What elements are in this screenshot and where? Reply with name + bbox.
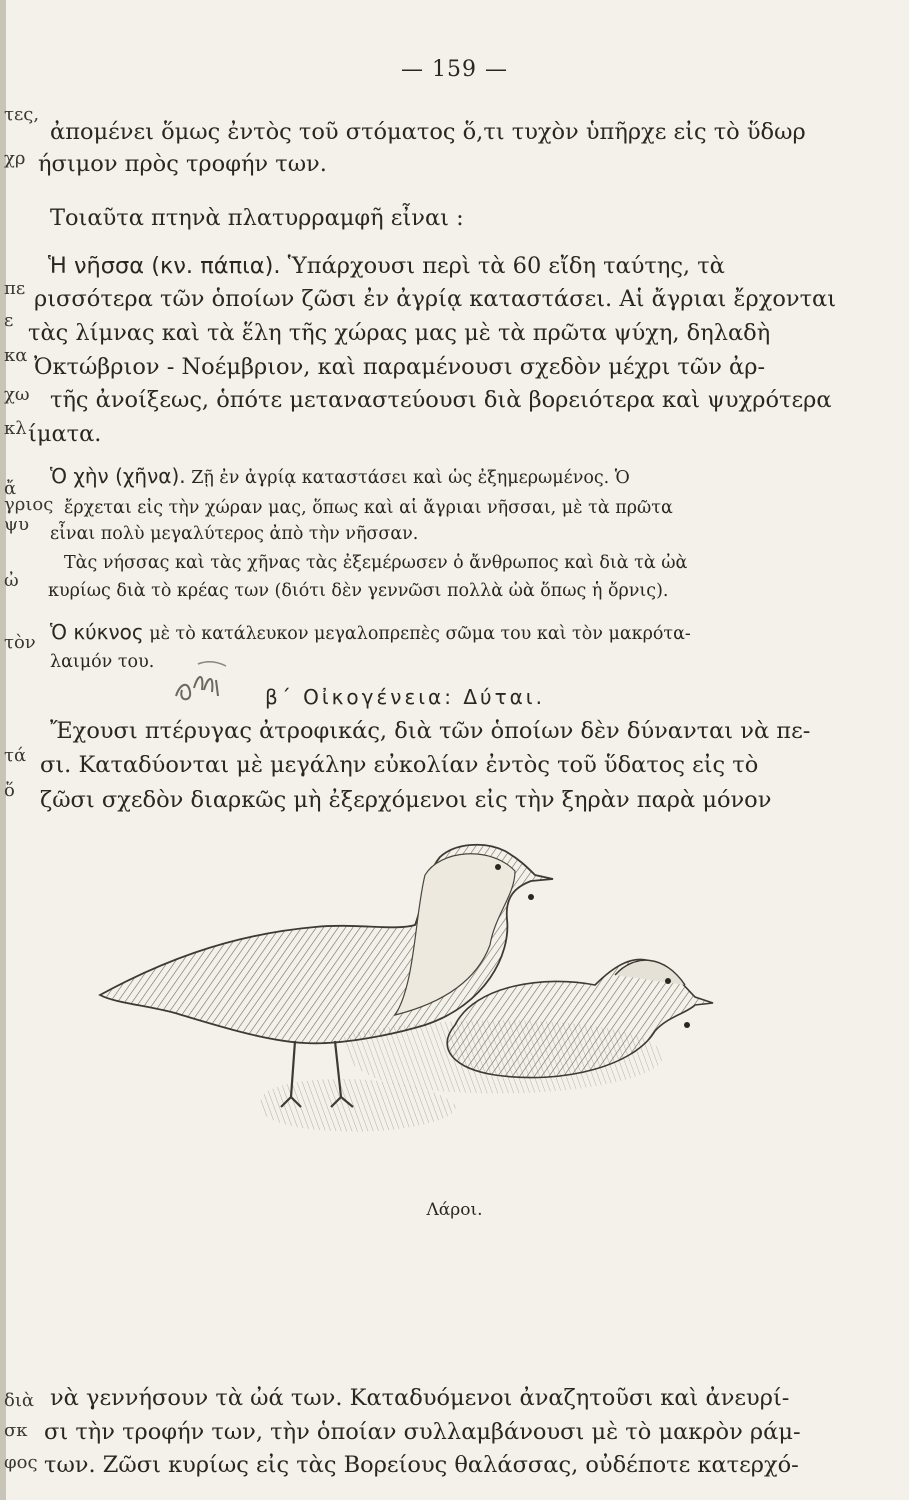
text-line: των. Ζῶσι κυρίως εἰς τὰς Βορείους θαλάσσας, οὐδέποτε κατερχό- xyxy=(44,1452,799,1478)
text-span: μὲ τὸ κατάλευκον μεγαλοπρεπὲς σῶμα του καὶ τὸν μακρότα- xyxy=(149,624,691,644)
margin-fragment: ψυ xyxy=(4,514,30,535)
text-line: εἶναι πολὺ μεγαλύτερος ἀπὸ τὴν νῆσσαν. xyxy=(50,524,419,544)
text-line: ήσιμον πρὸς τροφήν των. xyxy=(38,151,327,177)
text-span: Ζῇ ἐν ἀγρίᾳ καταστάσει καὶ ὡς ἐξημερωμένος. Ὁ xyxy=(191,468,630,488)
gulls-illustration xyxy=(95,835,725,1195)
text-line: νὰ γεννήσουν τὰ ὠά των. Καταδυόμενοι ἀναζητοῦσι καὶ ἀνευρί- xyxy=(50,1385,790,1411)
margin-fragment: ὠ xyxy=(4,570,19,591)
margin-fragment: τά xyxy=(4,745,27,766)
text-span: Ὑπάρχουσι περὶ τὰ 60 εἴδη ταύτης, τὰ xyxy=(287,253,725,279)
margin-fragment: γριος xyxy=(4,494,54,515)
margin-fragment: σκ xyxy=(4,1420,28,1441)
text-line xyxy=(50,462,630,492)
text-line: λαιμόν του. xyxy=(50,652,155,672)
margin-fragment: ε xyxy=(4,310,14,331)
margin-fragment: κα xyxy=(4,345,28,366)
margin-fragment: χω xyxy=(4,384,30,405)
section-heading: Ὁ κύκνος xyxy=(50,620,144,644)
text-line: ἔρχεται εἰς τὴν χώραν μας, ὅπως καὶ αἱ ἄγριαι νῆσσαι, μὲ τὰ πρῶτα xyxy=(64,498,673,518)
text-line: σι. Καταδύονται μὲ μεγάλην εὐκολίαν ἐντὸς τοῦ ὕδατος εἰς τὸ xyxy=(40,752,759,778)
illustration-caption: Λάροι. xyxy=(426,1200,483,1220)
text-line: Ἔχουσι πτέρυγας ἀτροφικάς, διὰ τῶν ὁποίων δὲν δύνανται νὰ πε- xyxy=(50,718,811,744)
margin-fragment: φος xyxy=(4,1452,38,1473)
text-line: τὰς λίμνας καὶ τὰ ἕλη τῆς χώρας μας μὲ τὰ πρῶτα ψύχη, δηλαδὴ xyxy=(28,320,771,346)
section-heading: Ἡ νῆσσα (κν. πάπια). xyxy=(48,253,281,279)
margin-fragment: διὰ xyxy=(4,1390,35,1411)
section-heading: Ὁ χὴν (χῆνα). xyxy=(50,464,186,488)
text-line: ρισσότερα τῶν ὁποίων ζῶσι ἐν ἀγρίᾳ καταστάσει. Αἱ ἄγριαι ἔρχονται xyxy=(34,286,837,312)
family-heading: β΄ Οἰκογένεια: Δύται. xyxy=(265,685,545,709)
text-line xyxy=(50,618,691,648)
text-line: ίματα. xyxy=(28,421,102,447)
text-line: Τοιαῦτα πτηνὰ πλατυρραμφῆ εἶναι : xyxy=(50,205,464,231)
text-line: τῆς ἀνοίξεως, ὁπότε μεταναστεύουσι διὰ βορειότερα καὶ ψυχρότερα xyxy=(50,387,832,413)
margin-fragment: τες, xyxy=(4,104,40,125)
text-line: ζῶσι σχεδὸν διαρκῶς μὴ ἐξερχόμενοι εἰς τὴν ξηρὰν παρὰ μόνον xyxy=(40,787,772,813)
text-line xyxy=(48,252,725,280)
handwritten-mark xyxy=(168,650,268,710)
margin-fragment: ἄ xyxy=(4,478,17,499)
page-number: — 159 — xyxy=(401,57,508,82)
margin-fragment: ὅ xyxy=(4,780,15,801)
text-line: ἀπομένει ὅμως ἐντὸς τοῦ στόματος ὅ,τι τυχὸν ὑπῆρχε εἰς τὸ ὕδωρ xyxy=(50,119,806,145)
margin-fragment: χρ xyxy=(4,148,26,169)
text-line: Ὀκτώβριον - Νοέμβριον, καὶ παραμένουσι σχεδὸν μέχρι τῶν ἀρ- xyxy=(34,354,766,380)
margin-fragment: τὸν xyxy=(4,632,36,653)
margin-fragment: κλ xyxy=(4,418,27,439)
margin-fragment: πε xyxy=(4,278,26,299)
text-line: σι τὴν τροφήν των, τὴν ὁποίαν συλλαμβάνουσι μὲ τὸ μακρὸν ράμ- xyxy=(44,1419,801,1445)
text-line: κυρίως διὰ τὸ κρέας των (διότι δὲν γεννῶσι πολλὰ ὠὰ ὅπως ἡ ὄρνις). xyxy=(48,581,669,601)
text-line: Τὰς νήσσας καὶ τὰς χῆνας τὰς ἐξεμέρωσεν ὁ ἄνθρωπος καὶ διὰ τὰ ὠὰ xyxy=(64,553,688,573)
